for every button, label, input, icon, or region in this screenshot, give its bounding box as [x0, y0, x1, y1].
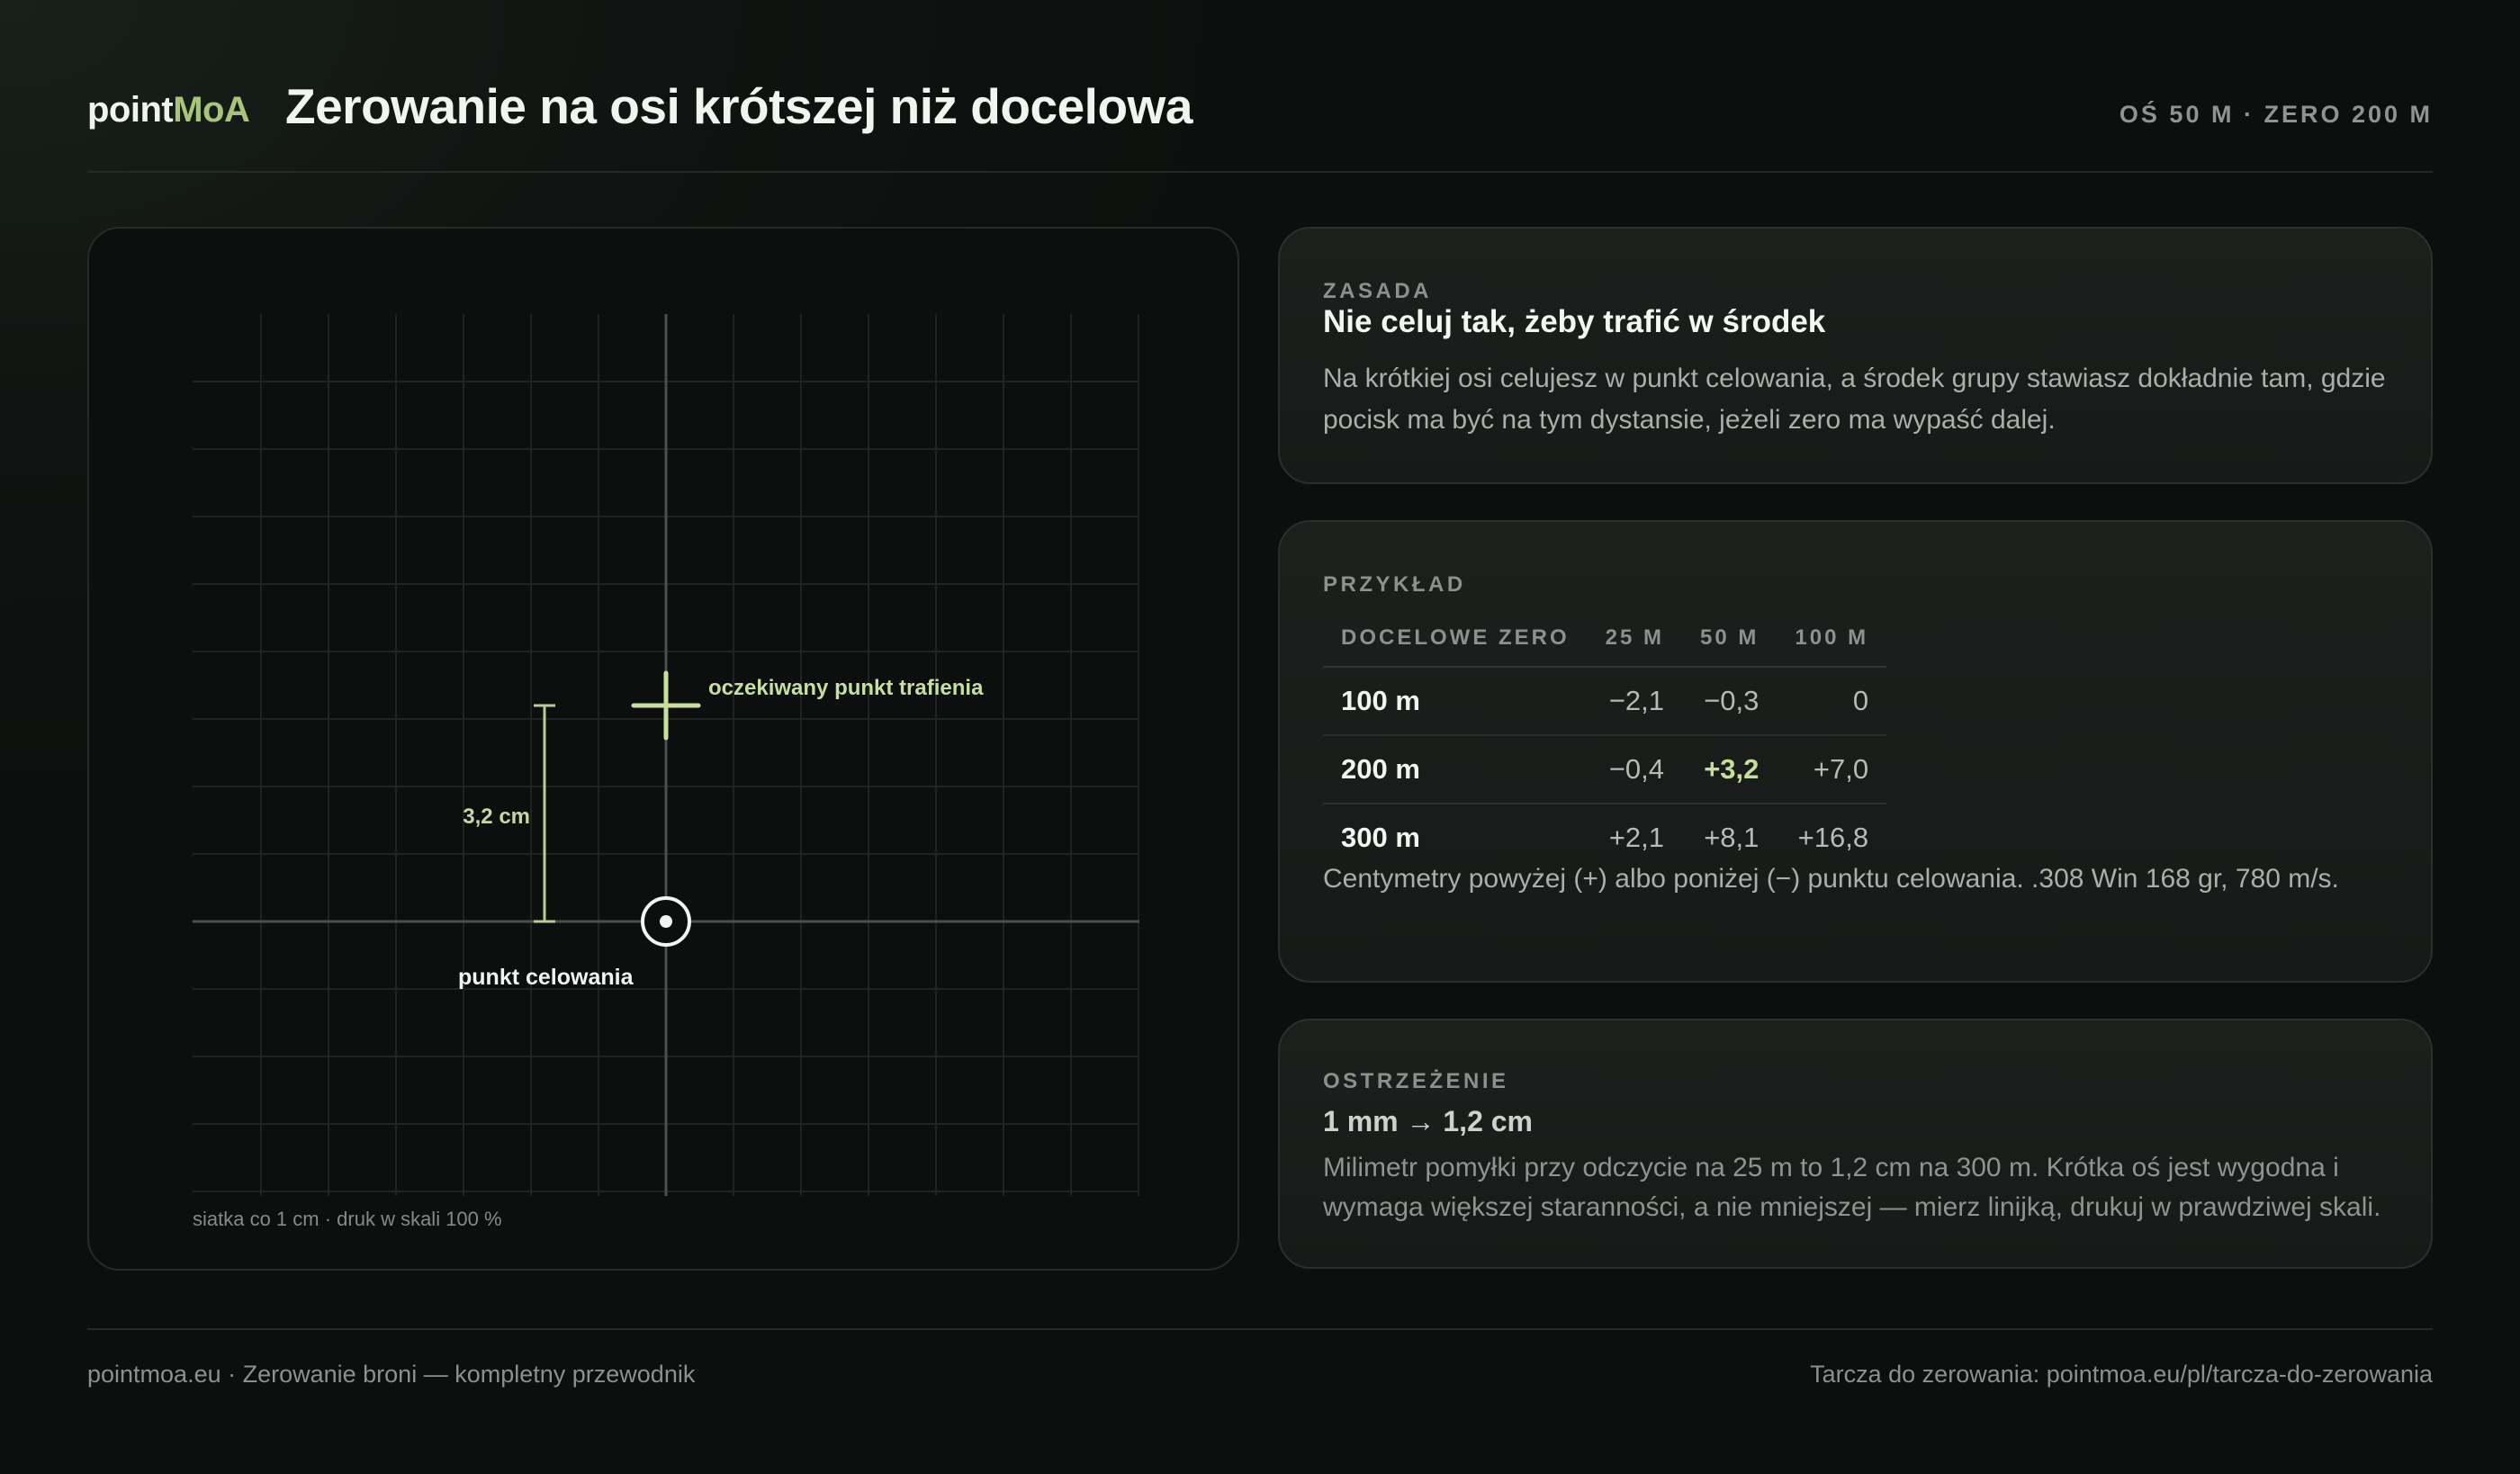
offset-dimension [534, 706, 555, 921]
range-meta: OŚ 50 M · ZERO 200 M [2119, 101, 2433, 128]
table-row [1323, 735, 1886, 804]
crosshair-icon [634, 673, 698, 738]
logo-accent: MoA [173, 90, 250, 130]
cell-100m: +7,0 [1777, 735, 1886, 804]
example-card [1278, 520, 2433, 983]
page-title: Zerowanie na osi krótszej niż docelowa [285, 78, 1192, 134]
row-zero: 200 m [1323, 735, 1588, 804]
warning-body: Milimetr pomyłki przy odczycie na 25 m to 1,2 cm na 300 m. Krótka oś jest wygodna i wymaga większej staranności, a nie mniejszej — mierz linijką, drukuj w prawdziwej skali. [1323, 1153, 2381, 1222]
principle-kicker: ZASADA [1323, 279, 1432, 303]
cell-25m: +2,1 [1608, 822, 1665, 853]
principle-card [1278, 227, 2433, 484]
cell-50m-highlight: +3,2 [1682, 735, 1777, 804]
warning-kicker: OSTRZEŻENIE [1323, 1069, 1509, 1093]
offset-label: 3,2 cm [463, 804, 530, 829]
footer-source-link[interactable]: pointmoa.eu · Zerowanie broni — kompletny przewodnik [87, 1361, 696, 1388]
row-zero: 100 m [1323, 667, 1588, 735]
cell-25m: −0,4 [1588, 735, 1682, 804]
logo-main: point [87, 90, 174, 130]
cell-25m: −2,1 [1588, 667, 1682, 735]
zeroing-target-card [87, 227, 1239, 1271]
cell-50m: −0,3 [1682, 667, 1777, 735]
aim-point-label: punkt celowania [458, 965, 634, 990]
col-header-100m: 100 M [1777, 610, 1886, 667]
example-note: Centymetry powyżej (+) albo poniżej (−) punktu celowania. .308 Win 168 gr, 780 m/s. [1323, 864, 2339, 894]
row-zero: 300 m [1341, 822, 1420, 853]
principle-body: Na krótkiej osi celujesz w punkt celowania, a środek grupy stawiasz dokładnie tam, gdzie pocisk ma być na tym dystansie, jeżeli zero ma wypaść dalej. [1323, 364, 2386, 435]
example-kicker: PRZYKŁAD [1323, 572, 1466, 597]
table-row [1323, 667, 1886, 735]
warning-card [1278, 1019, 2433, 1269]
page-header [87, 77, 2433, 173]
brand-logo[interactable] [87, 90, 249, 130]
cell-100m: 0 [1777, 667, 1886, 735]
example-table [1323, 610, 1886, 871]
col-header-25m: 25 M [1588, 610, 1682, 667]
cell-50m: +8,1 [1704, 822, 1760, 853]
cell-100m: +16,8 [1797, 822, 1869, 853]
col-header-50m: 50 M [1682, 610, 1777, 667]
target-graphic [89, 229, 1241, 1272]
footer-target-link[interactable]: Tarcza do zerowania: pointmoa.eu/pl/tarcza-do-zerowania [1810, 1361, 2433, 1388]
hit-point-label: oczekiwany punkt trafienia [708, 676, 984, 700]
grid-scale-note: siatka co 1 cm · druk w skali 100 % [193, 1208, 502, 1230]
page-footer [87, 1328, 2433, 1388]
table-header-row [1323, 610, 1886, 667]
col-header-zero: DOCELOWE ZERO [1323, 610, 1588, 667]
aim-point-icon [643, 898, 689, 945]
principle-title: Nie celuj tak, żeby trafić w środek [1323, 304, 1826, 339]
warning-title: 1 mm → 1,2 cm [1323, 1105, 1533, 1137]
